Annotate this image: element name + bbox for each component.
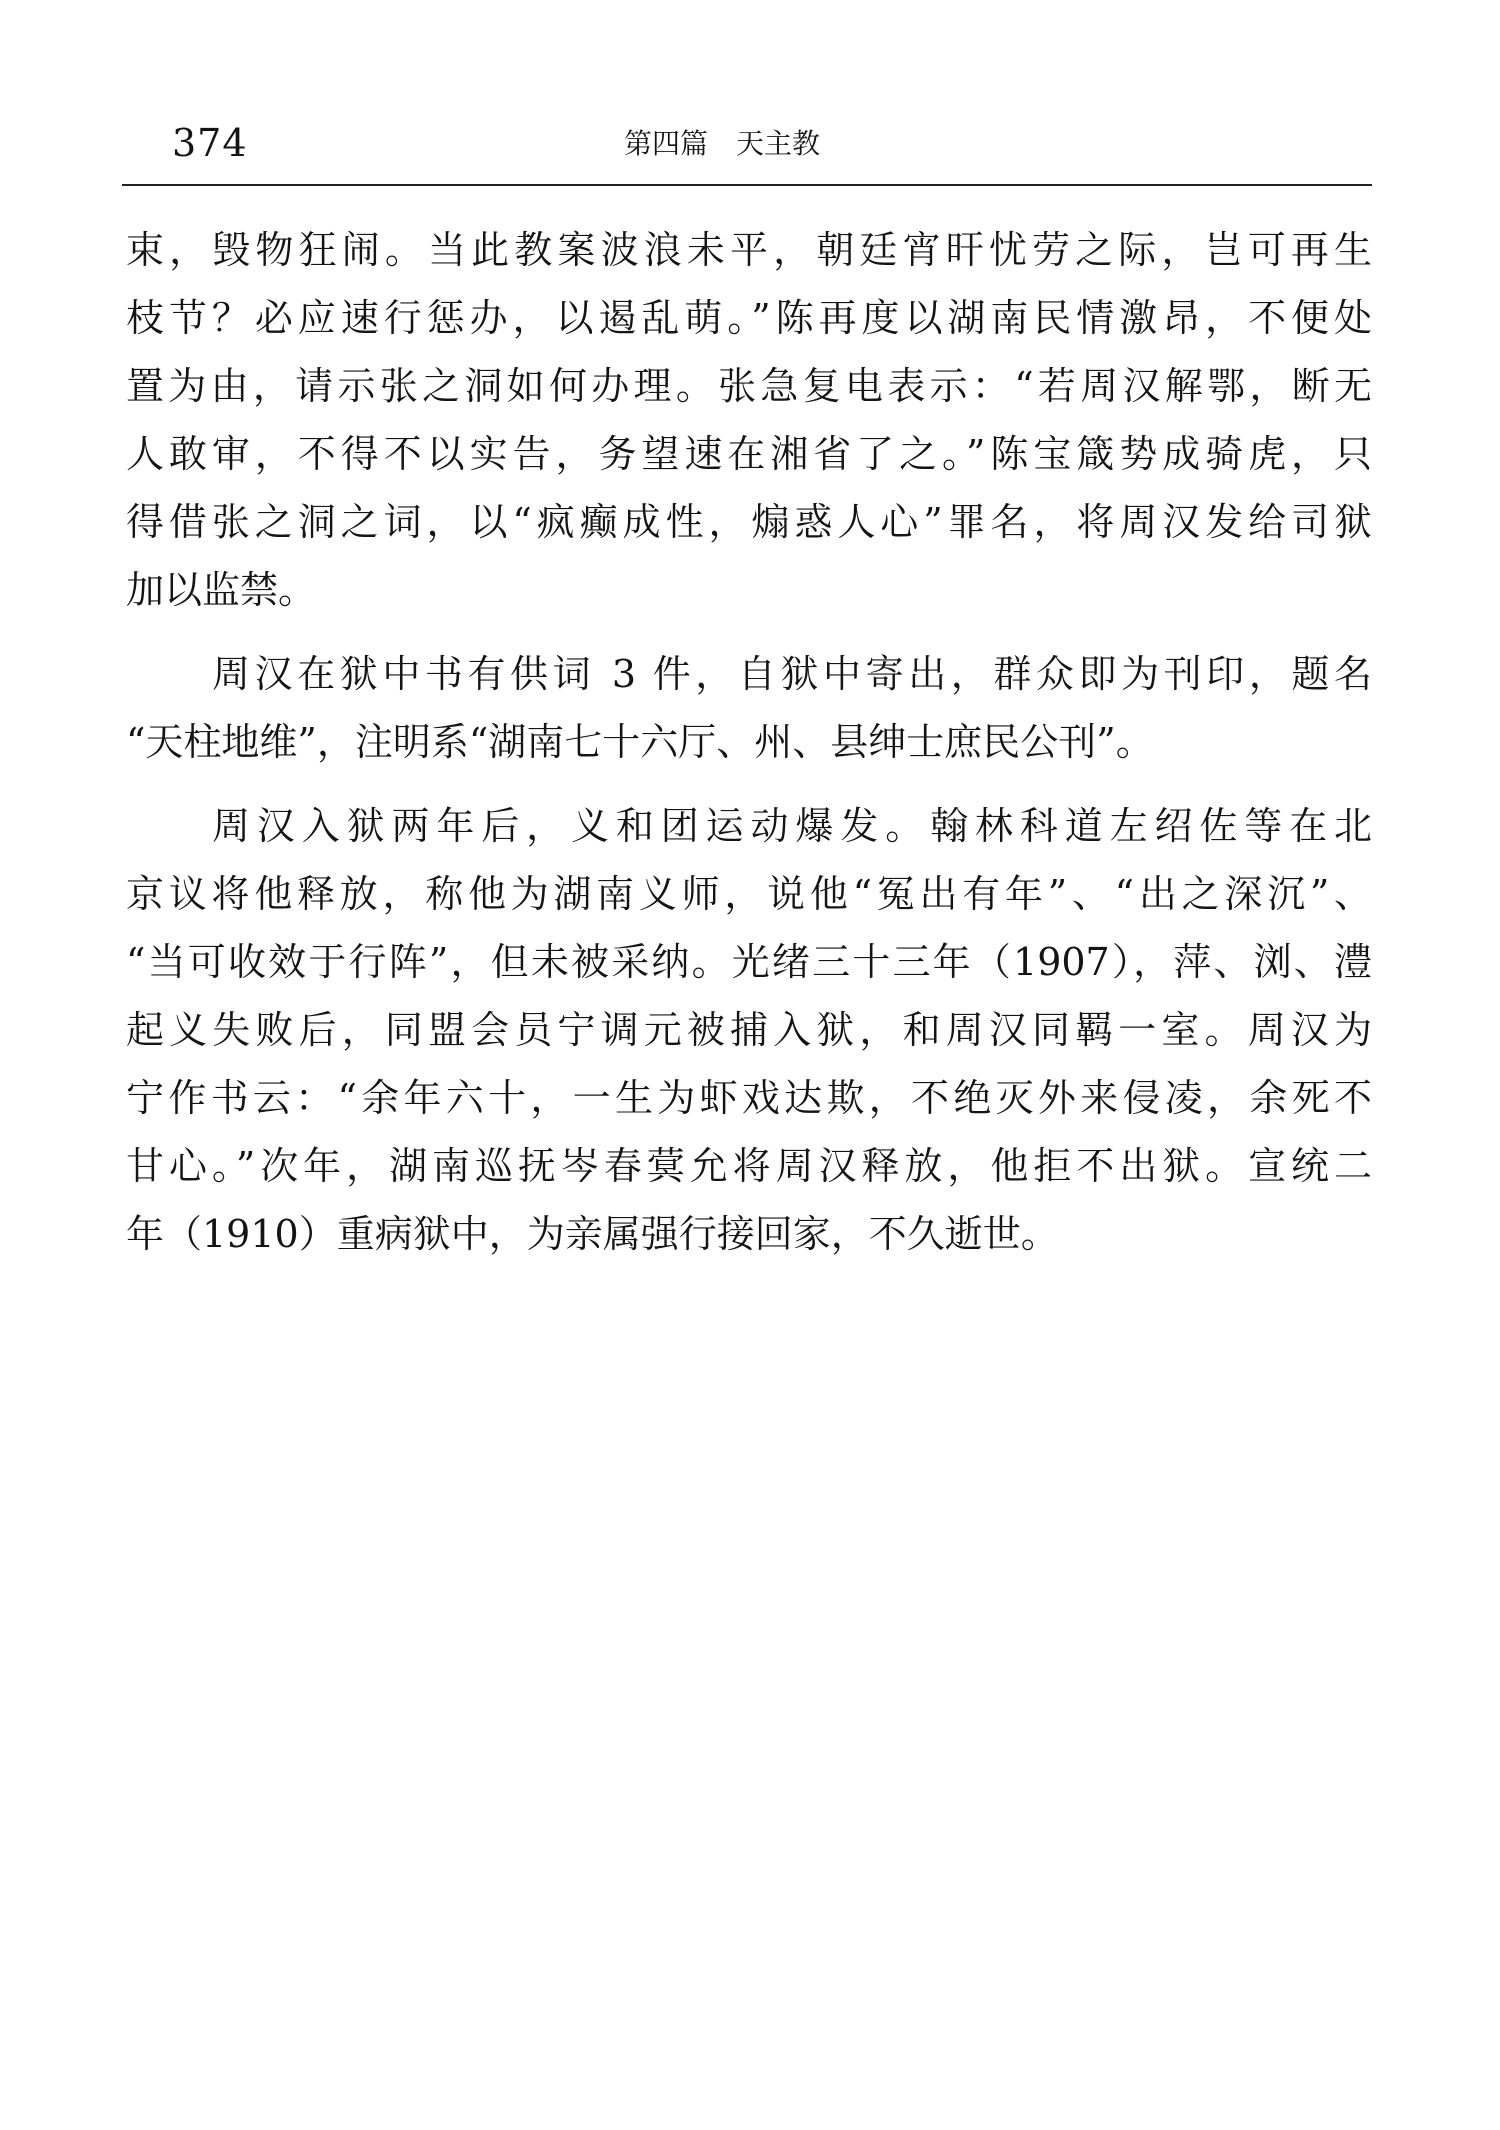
header-rule <box>122 184 1372 186</box>
text-line: 年（1910）重病狱中，为亲属强行接回家，不久逝世。 <box>126 1212 1059 1256</box>
running-title: 第四篇 天主教 <box>624 127 821 160</box>
text-line: 周汉在狱中书有供词 3 件，自狱中寄出，群众即为刊印，题名 <box>212 652 1372 696</box>
paragraph-gap <box>126 624 1372 640</box>
text-line: 置为由，请示张之洞如何办理。张急复电表示：“若周汉解鄂，断无 <box>126 364 1372 408</box>
text-line: 人敢审，不得不以实告，务望速在湘省了之。”陈宝箴势成骑虎，只 <box>126 432 1372 476</box>
text-line: 枝节？必应速行惩办，以遏乱萌。”陈再度以湖南民情激昂，不便处 <box>126 296 1372 340</box>
body-text <box>126 216 1372 1268</box>
text-line: 束，毁物狂闹。当此教案波浪未平，朝廷宵旰忧劳之际，岂可再生 <box>126 228 1372 272</box>
text-line: 甘心。”次年，湖南巡抚岑春蓂允将周汉释放，他拒不出狱。宣统二 <box>126 1144 1372 1188</box>
page-number: 374 <box>172 121 248 165</box>
text-line: 宁作书云：“余年六十，一生为虾戏达欺，不绝灭外来侵凌，余死不 <box>126 1076 1372 1120</box>
text-line: 得借张之洞之词，以“疯癫成性，煽惑人心”罪名，将周汉发给司狱 <box>126 500 1372 544</box>
text-line: 加以监禁。 <box>126 568 317 612</box>
text-line: “天柱地维”，注明系“湖南七十六厅、州、县绅士庶民公刊”。 <box>126 720 1154 764</box>
paragraph-gap <box>126 776 1372 792</box>
text-line: “当可收效于行阵”，但未被采纳。光绪三十三年（1907），萍、浏、澧 <box>126 940 1372 984</box>
text-line: 周汉入狱两年后，义和团运动爆发。翰林科道左绍佐等在北 <box>212 804 1372 848</box>
page-header <box>122 118 1372 188</box>
text-line: 起义失败后，同盟会员宁调元被捕入狱，和周汉同羁一室。周汉为 <box>126 1008 1372 1052</box>
text-line: 京议将他释放，称他为湖南义师，说他“冤出有年”、“出之深沉”、 <box>126 872 1372 916</box>
